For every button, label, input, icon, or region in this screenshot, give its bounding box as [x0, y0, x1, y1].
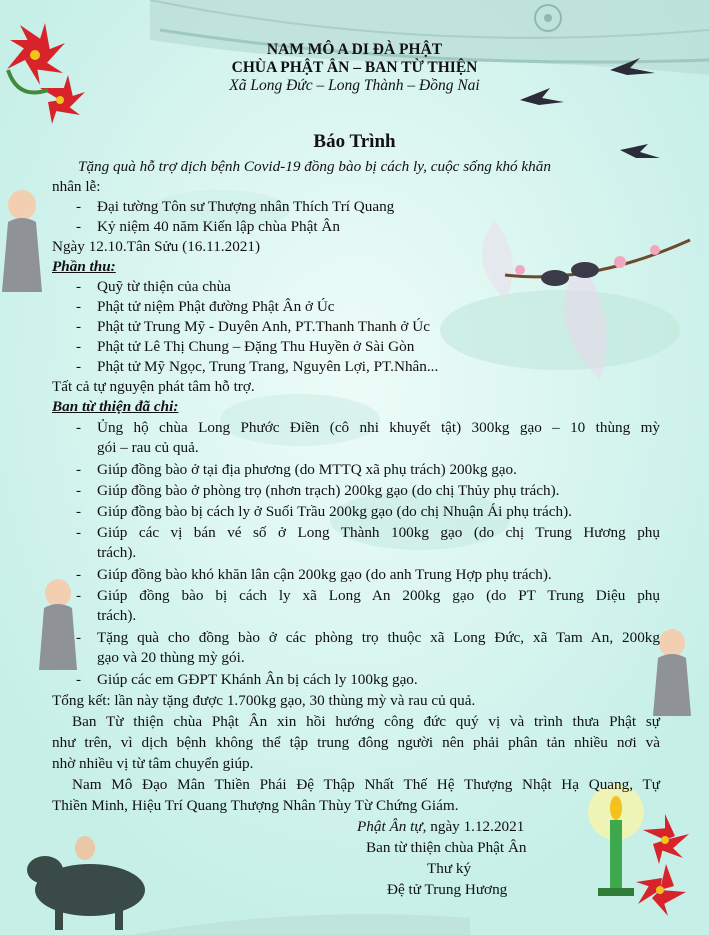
- bullet-dash: -: [76, 419, 82, 436]
- bullet-dash: -: [76, 629, 82, 646]
- bullet-dash: -: [76, 218, 82, 235]
- spend-item-line: Giúp các em GĐPT Khánh Ân bị cách ly 100kg gạo.: [97, 671, 418, 688]
- document-subtitle: Tặng quà hỗ trợ dịch bệnh Covid-19 đồng bào bị cách ly, cuộc sống khó khăn: [78, 158, 551, 175]
- spend-item-line: Ủng hộ chùa Long Phước Điền (cô nhi khuyết tật) 300kg gạo – 10 thùng mỳ: [97, 419, 660, 436]
- closing-paragraph-line: nhờ nhiều vị từ tâm chuyển giúp.: [52, 755, 254, 772]
- bullet-dash: -: [76, 278, 82, 295]
- spend-item-line: Giúp đồng bào bị cách ly ở Suối Trầu 200kg gạo (do chị Nhuận Ái phụ trách).: [97, 503, 572, 520]
- header-address: Xã Long Đức – Long Thành – Đồng Nai: [229, 77, 480, 94]
- occasion-item: Kỷ niệm 40 năm Kiến lập chùa Phật Ân: [97, 218, 340, 235]
- bullet-dash: -: [76, 358, 82, 375]
- bullet-dash: -: [76, 198, 82, 215]
- income-item: Phật tử niệm Phật đường Phật Ân ở Úc: [97, 298, 335, 315]
- dedication-line: Thiền Minh, Hiệu Trí Quang Thượng Nhân Thùy Từ Chứng Giám.: [52, 797, 459, 814]
- spend-item-line: trách).: [97, 607, 137, 624]
- spend-item-line: gạo và 20 thùng mỳ gói.: [97, 649, 245, 666]
- income-heading: Phần thu:: [52, 258, 116, 275]
- occasion-item: Đại tường Tôn sư Thượng nhân Thích Trí Quang: [97, 198, 395, 215]
- bullet-dash: -: [76, 503, 82, 520]
- spend-item-line: trách).: [97, 544, 137, 561]
- spend-item-line: Giúp đồng bào ở tại địa phương (do MTTQ xã phụ trách) 200kg gạo.: [97, 461, 517, 478]
- spend-item-line: Giúp đồng bào bị cách ly xã Long An 200kg gạo (do PT Trung Diệu phụ: [97, 587, 660, 604]
- date-line: Ngày 12.10.Tân Sửu (16.11.2021): [52, 238, 261, 255]
- signature-date-text: , ngày 1.12.2021: [422, 818, 525, 835]
- bullet-dash: -: [76, 338, 82, 355]
- signature-name: Đệ tử Trung Hương: [387, 881, 508, 898]
- closing-paragraph-line: Ban Từ thiện chùa Phật Ân xin hồi hướng công đức quý vị và trình thưa Phật sự: [72, 713, 660, 730]
- income-item: Phật tử Lê Thị Chung – Đặng Thu Huyền ở Sài Gòn: [97, 338, 415, 355]
- header-line-1: NAM MÔ A DI ĐÀ PHẬT: [266, 41, 443, 58]
- bullet-dash: -: [76, 566, 82, 583]
- bullet-dash: -: [76, 524, 82, 541]
- spend-item-line: Tặng quà cho đồng bào ở các phòng trọ thuộc xã Long Đức, xã Tam An, 200kg: [97, 629, 660, 646]
- bullet-dash: -: [76, 318, 82, 335]
- signature-place: Phật Ân tự: [357, 818, 423, 835]
- income-note: Tất cả tự nguyện phát tâm hỗ trợ.: [52, 378, 255, 395]
- header-line-2: CHÙA PHẬT ÂN – BAN TỪ THIỆN: [231, 59, 478, 76]
- income-item: Phật tử Trung Mỹ - Duyên Anh, PT.Thanh Thanh ở Úc: [97, 318, 430, 335]
- bullet-dash: -: [76, 587, 82, 604]
- spend-item-line: gói – rau củ quả.: [97, 439, 199, 456]
- document-title: Báo Trình: [313, 131, 396, 152]
- spend-heading: Ban từ thiện đã chi:: [52, 398, 179, 415]
- spend-item-line: Giúp các vị bán vé số ở Long Thành 100kg gạo (do chị Trung Hương phụ: [97, 524, 660, 541]
- signature-org: Ban từ thiện chùa Phật Ân: [366, 839, 527, 856]
- signature-role: Thư ký: [427, 860, 472, 877]
- spend-item-line: Giúp đồng bào ở phòng trọ (nhơn trạch) 200kg gạo (do chị Thủy phụ trách).: [97, 482, 560, 499]
- income-item: Phật tử Mỹ Ngọc, Trung Trang, Nguyên Lợi, PT.Nhân...: [97, 358, 439, 375]
- dedication-line: Nam Mô Đạo Mân Thiền Phái Đệ Thập Nhất Thế Hệ Thượng Nhật Hạ Quang, Tự: [72, 776, 660, 793]
- bullet-dash: -: [76, 482, 82, 499]
- summary-line: Tổng kết: lần này tặng được 1.700kg gạo, 30 thùng mỳ và rau củ quả.: [52, 692, 476, 709]
- occasion-label: nhân lễ:: [52, 178, 101, 195]
- bullet-dash: -: [76, 461, 82, 478]
- income-item: Quỹ từ thiện của chùa: [97, 278, 231, 295]
- spend-item-line: Giúp đồng bào khó khăn lân cận 200kg gạo (do anh Trung Hợp phụ trách).: [97, 566, 552, 583]
- closing-paragraph-line: như trên, vì dịch bệnh không thể tập trung đông người nên phải phân tản nhiều nơi và: [52, 734, 660, 751]
- bullet-dash: -: [76, 671, 82, 688]
- signature-date: [357, 817, 524, 836]
- bullet-dash: -: [76, 298, 82, 315]
